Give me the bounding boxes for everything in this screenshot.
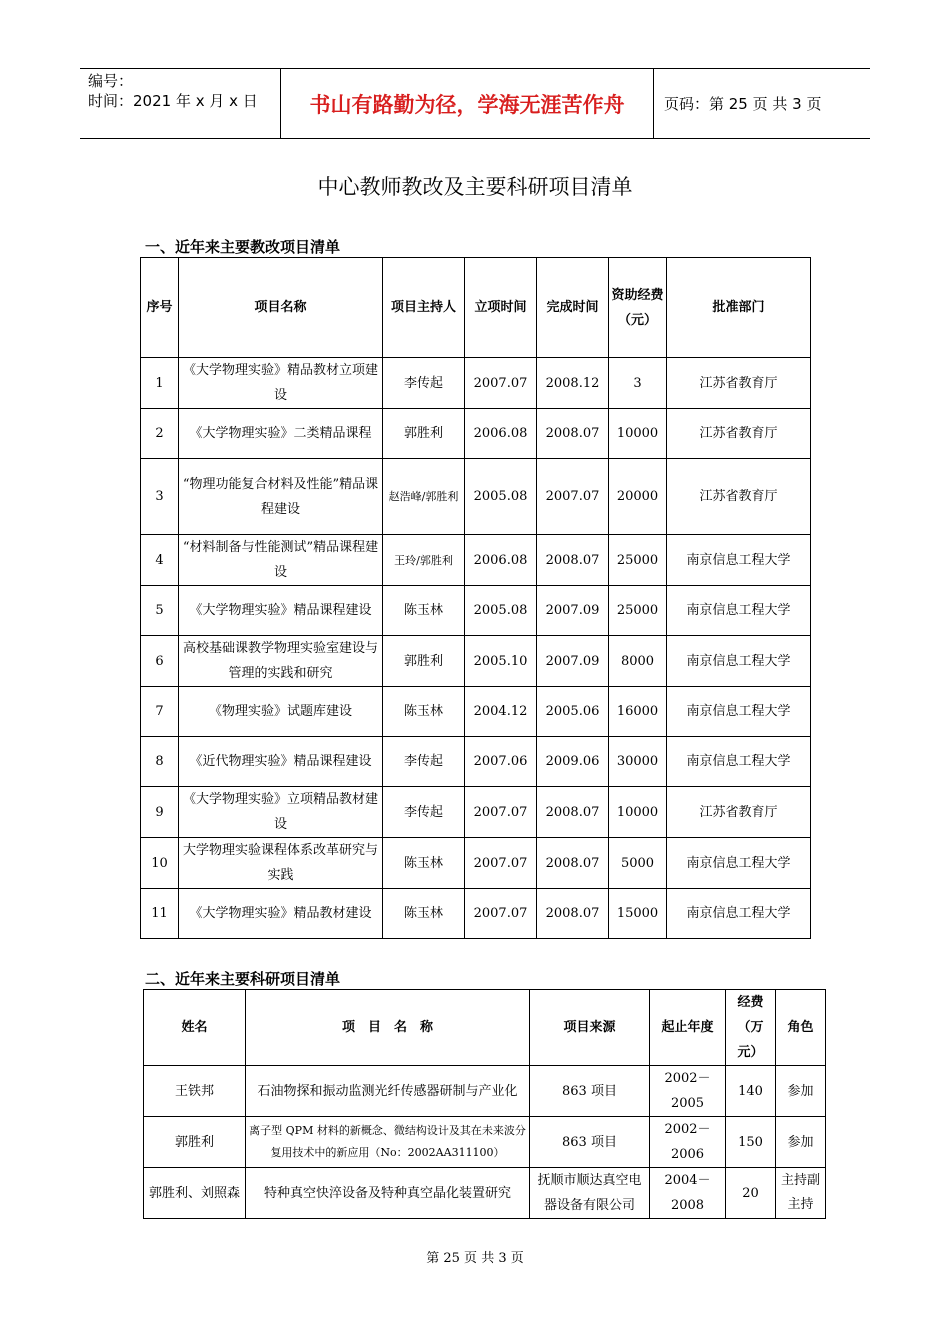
table-row xyxy=(141,636,811,687)
table-cell: 南京信息工程大学 xyxy=(667,687,811,737)
table-cell: 江苏省教育厅 xyxy=(667,787,811,838)
table-cell: 大学物理实验课程体系改革研究与实践 xyxy=(179,838,383,889)
table-cell: 8000 xyxy=(609,636,667,687)
table-header-row xyxy=(141,258,811,358)
table-cell: 郭胜利 xyxy=(383,409,465,459)
table-cell: 离子型 QPM 材料的新概念、微结构设计及其在未来波分复用技术中的新应用（No：2002AA311100） xyxy=(246,1117,530,1168)
table-cell: 2007.06 xyxy=(465,737,537,787)
table-cell: 参加 xyxy=(776,1117,826,1168)
table-row xyxy=(141,787,811,838)
table-cell: 10000 xyxy=(609,787,667,838)
table-cell: 20 xyxy=(726,1168,776,1219)
section2-heading: 二、近年来主要科研项目清单 xyxy=(145,970,341,988)
table-cell: 25000 xyxy=(609,586,667,636)
page-title: 中心教师教改及主要科研项目清单 xyxy=(317,175,633,199)
table-cell: 2007.07 xyxy=(465,838,537,889)
col-header-funding: 资助经费（元） xyxy=(609,258,667,358)
table-cell: 《近代物理实验》精品课程建设 xyxy=(179,737,383,787)
table-cell: 5000 xyxy=(609,838,667,889)
col-header-host: 项目主持人 xyxy=(383,258,465,358)
table-cell: 《大学物理实验》立项精品教材建设 xyxy=(179,787,383,838)
table-cell: 《大学物理实验》精品教材立项建设 xyxy=(179,358,383,409)
table-cell: 《大学物理实验》精品教材建设 xyxy=(179,889,383,939)
col-header-index: 序号 xyxy=(141,258,179,358)
table-cell: 2 xyxy=(141,409,179,459)
table-cell: 主持副主持 xyxy=(776,1168,826,1219)
table-cell: 郭胜利、刘照森 xyxy=(144,1168,246,1219)
table-cell: 王玲/郭胜利 xyxy=(383,535,465,586)
col-header-start-date: 立项时间 xyxy=(465,258,537,358)
table-cell: 2005.06 xyxy=(537,687,609,737)
table-cell: 王铁邦 xyxy=(144,1066,246,1117)
table-cell: 4 xyxy=(141,535,179,586)
table-cell: 李传起 xyxy=(383,358,465,409)
col-header-role: 角色 xyxy=(776,990,826,1066)
table-row xyxy=(141,687,811,737)
col-header-source: 项目来源 xyxy=(530,990,650,1066)
table-cell: 江苏省教育厅 xyxy=(667,459,811,535)
table-cell: 《大学物理实验》二类精品课程 xyxy=(179,409,383,459)
table-cell: 南京信息工程大学 xyxy=(667,838,811,889)
table-cell: 2008.12 xyxy=(537,358,609,409)
table-cell: 7 xyxy=(141,687,179,737)
table-cell: 2004－2008 xyxy=(650,1168,726,1219)
table-row xyxy=(141,838,811,889)
table-cell: 8 xyxy=(141,737,179,787)
table-cell: 10 xyxy=(141,838,179,889)
table-cell: 16000 xyxy=(609,687,667,737)
page-footer: 第 25 页 共 3 页 xyxy=(426,1251,524,1266)
table-cell: 2009.06 xyxy=(537,737,609,787)
header-motto: 书山有路勤为径，学海无涯苦作舟 xyxy=(281,69,654,138)
table-cell: 南京信息工程大学 xyxy=(667,636,811,687)
table-cell: 《大学物理实验》精品课程建设 xyxy=(179,586,383,636)
table-row xyxy=(141,586,811,636)
table-cell: 2006.08 xyxy=(465,409,537,459)
section1-heading: 一、近年来主要教改项目清单 xyxy=(145,238,341,256)
table-cell: 2005.08 xyxy=(465,459,537,535)
table-row xyxy=(144,1168,826,1219)
teaching-reform-table xyxy=(140,257,811,939)
table-cell: 特种真空快淬设备及特种真空晶化装置研究 xyxy=(246,1168,530,1219)
table-cell: 陈玉林 xyxy=(383,586,465,636)
table-row xyxy=(141,459,811,535)
table-row xyxy=(141,358,811,409)
table-cell: 南京信息工程大学 xyxy=(667,889,811,939)
table-cell: 3 xyxy=(141,459,179,535)
table-cell: 陈玉林 xyxy=(383,838,465,889)
col-header-end-date: 完成时间 xyxy=(537,258,609,358)
table-cell: 2008.07 xyxy=(537,838,609,889)
table-cell: 2008.07 xyxy=(537,409,609,459)
table-cell: 2004.12 xyxy=(465,687,537,737)
table-header-row xyxy=(144,990,826,1066)
table-cell: 陈玉林 xyxy=(383,889,465,939)
doc-number: 编号： xyxy=(88,72,134,90)
table-cell: 863 项目 xyxy=(530,1117,650,1168)
col-header-name: 姓名 xyxy=(144,990,246,1066)
header-meta xyxy=(80,69,281,138)
table-cell: 2007.07 xyxy=(465,358,537,409)
col-header-project-name: 项 目 名 称 xyxy=(246,990,530,1066)
table-row xyxy=(141,535,811,586)
table-cell: 郭胜利 xyxy=(144,1117,246,1168)
table-cell: 南京信息工程大学 xyxy=(667,535,811,586)
page-header xyxy=(80,68,870,139)
table-cell: 赵浩峰/郭胜利 xyxy=(383,459,465,535)
table-cell: 高校基础课教学物理实验室建设与管理的实践和研究 xyxy=(179,636,383,687)
table-cell: 10000 xyxy=(609,409,667,459)
col-header-approver: 批准部门 xyxy=(667,258,811,358)
table-cell: 2005.08 xyxy=(465,586,537,636)
table-cell: 2007.07 xyxy=(537,459,609,535)
table-cell: 参加 xyxy=(776,1066,826,1117)
table-row xyxy=(144,1066,826,1117)
table-cell: 2007.07 xyxy=(465,889,537,939)
col-header-project-name: 项目名称 xyxy=(179,258,383,358)
table-cell: 江苏省教育厅 xyxy=(667,358,811,409)
table-cell: 863 项目 xyxy=(530,1066,650,1117)
table-cell: 2008.07 xyxy=(537,889,609,939)
research-project-table xyxy=(143,989,826,1219)
table-cell: 李传起 xyxy=(383,787,465,838)
table-cell: 石油物探和振动监测光纤传感器研制与产业化 xyxy=(246,1066,530,1117)
table-cell: 25000 xyxy=(609,535,667,586)
table-cell: 2006.08 xyxy=(465,535,537,586)
table-row xyxy=(141,737,811,787)
table-cell: 南京信息工程大学 xyxy=(667,586,811,636)
table-cell: 5 xyxy=(141,586,179,636)
table-row xyxy=(144,1117,826,1168)
table-cell: 陈玉林 xyxy=(383,687,465,737)
table-cell: 9 xyxy=(141,787,179,838)
table-cell: 2007.09 xyxy=(537,636,609,687)
table-cell: 2002－2005 xyxy=(650,1066,726,1117)
table-cell: 30000 xyxy=(609,737,667,787)
table-cell: 150 xyxy=(726,1117,776,1168)
table-cell: 2008.07 xyxy=(537,535,609,586)
col-header-funding: 经费（万元） xyxy=(726,990,776,1066)
table-cell: 140 xyxy=(726,1066,776,1117)
table-cell: “物理功能复合材料及性能”精品课程建设 xyxy=(179,459,383,535)
table-row xyxy=(141,409,811,459)
table-cell: 抚顺市顺达真空电器设备有限公司 xyxy=(530,1168,650,1219)
table-cell: 江苏省教育厅 xyxy=(667,409,811,459)
table-cell: 《物理实验》试题库建设 xyxy=(179,687,383,737)
table-cell: 11 xyxy=(141,889,179,939)
col-header-period: 起止年度 xyxy=(650,990,726,1066)
header-page-info: 页码：第 25 页 共 3 页 xyxy=(664,95,822,113)
table-cell: 15000 xyxy=(609,889,667,939)
table-cell: 2005.10 xyxy=(465,636,537,687)
table-cell: 2007.07 xyxy=(465,787,537,838)
table-cell: 2008.07 xyxy=(537,787,609,838)
table-cell: 李传起 xyxy=(383,737,465,787)
table-cell: 南京信息工程大学 xyxy=(667,737,811,787)
table-cell: 1 xyxy=(141,358,179,409)
table-cell: 3 xyxy=(609,358,667,409)
table-row xyxy=(141,889,811,939)
doc-date: 时间：2021 年 x 月 x 日 xyxy=(88,92,258,110)
table-cell: 20000 xyxy=(609,459,667,535)
table-cell: 郭胜利 xyxy=(383,636,465,687)
table-cell: “材料制备与性能测试”精品课程建设 xyxy=(179,535,383,586)
table-cell: 2002－2006 xyxy=(650,1117,726,1168)
table-cell: 6 xyxy=(141,636,179,687)
table-cell: 2007.09 xyxy=(537,586,609,636)
